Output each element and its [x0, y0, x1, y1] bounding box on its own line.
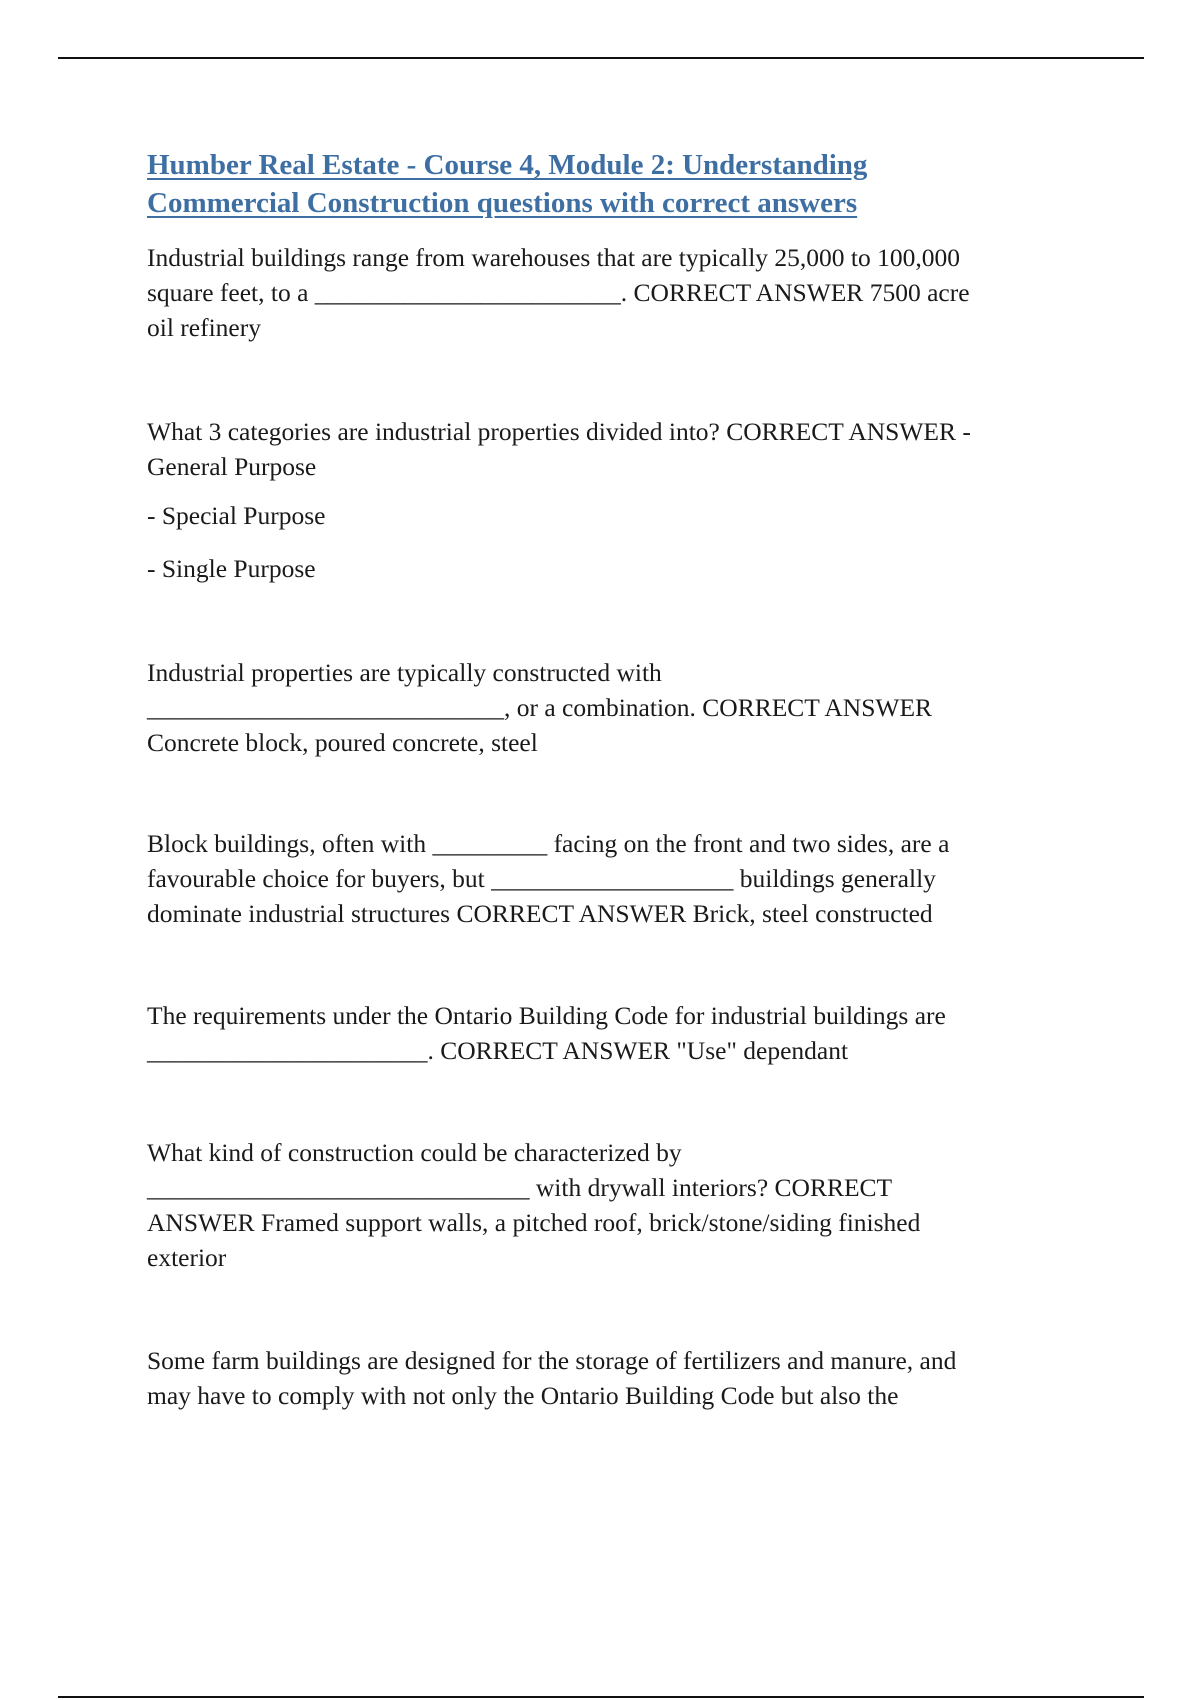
text-line: What 3 categories are industrial properties divided into? CORRECT ANSWER - [147, 417, 971, 446]
question-1 [147, 240, 970, 345]
text-line: exterior [147, 1243, 227, 1272]
text-line: Some farm buildings are designed for the storage of fertilizers and manure, and [147, 1346, 957, 1375]
text-line: - Special Purpose [147, 501, 326, 530]
text-line: Industrial properties are typically constructed with [147, 658, 662, 687]
bottom-rule [58, 1696, 1144, 1698]
text-line: Concrete block, poured concrete, steel [147, 728, 538, 757]
question-7 [147, 1343, 956, 1413]
text-line: ____________________________, or a combination. CORRECT ANSWER [147, 693, 933, 722]
title-line[interactable]: Commercial Construction questions with correct answers [147, 187, 858, 219]
answer-item [147, 551, 316, 586]
text-line: square feet, to a ________________________. CORRECT ANSWER 7500 acre [147, 278, 970, 307]
question-3 [147, 655, 932, 760]
text-line: favourable choice for buyers, but ___________________ buildings generally [147, 864, 936, 893]
text-line: What kind of construction could be characterized by [147, 1138, 682, 1167]
text-line: dominate industrial structures CORRECT ANSWER Brick, steel constructed [147, 899, 933, 928]
question-4 [147, 826, 949, 931]
text-line: General Purpose [147, 452, 317, 481]
top-rule [58, 57, 1144, 59]
text-line: Block buildings, often with _________ facing on the front and two sides, are a [147, 829, 950, 858]
text-line: ANSWER Framed support walls, a pitched roof, brick/stone/siding finished [147, 1208, 921, 1237]
title-line[interactable]: Humber Real Estate - Course 4, Module 2: Understanding [147, 149, 868, 181]
question-5 [147, 998, 946, 1068]
text-line: The requirements under the Ontario Building Code for industrial buildings are [147, 1001, 946, 1030]
answer-item [147, 498, 325, 533]
document-title[interactable] [147, 146, 867, 222]
question-6 [147, 1135, 920, 1275]
text-line: ______________________. CORRECT ANSWER "Use" dependant [147, 1036, 849, 1065]
text-line: may have to comply with not only the Ontario Building Code but also the [147, 1381, 899, 1410]
text-line: Industrial buildings range from warehouses that are typically 25,000 to 100,000 [147, 243, 960, 272]
text-line: ______________________________ with drywall interiors? CORRECT [147, 1173, 893, 1202]
question-2 [147, 414, 971, 484]
text-line: oil refinery [147, 313, 261, 342]
text-line: - Single Purpose [147, 554, 316, 583]
